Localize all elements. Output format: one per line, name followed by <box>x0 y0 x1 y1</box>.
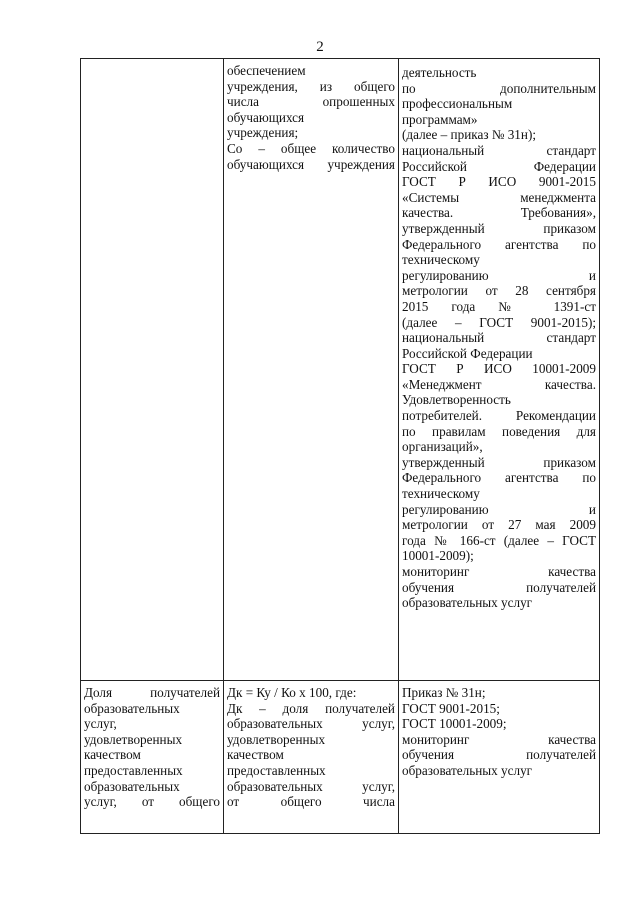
text-line: Со – общее количество <box>227 140 395 156</box>
text-line: 10001-2009); <box>402 548 474 564</box>
text-line: ГОСТ 10001-2009; <box>402 716 507 732</box>
text-line: обучения получателей <box>402 747 596 763</box>
formula-cell <box>224 59 399 681</box>
text-line: Дк = Ку / Ко х 100, где: <box>227 685 357 700</box>
text-line: образовательных услуг, <box>227 716 395 732</box>
text-line: «Системы менеджмента <box>402 189 596 205</box>
text-line: качеством <box>227 747 284 763</box>
indicator-cell <box>81 681 224 834</box>
text-line: удовлетворенных <box>227 731 326 747</box>
text-line: национальный стандарт <box>402 330 596 346</box>
text-line: метрологии от 27 мая 2009 <box>402 517 596 533</box>
text-line: техническому <box>402 486 480 502</box>
text-line: предоставленных <box>84 762 183 778</box>
text-line: образовательных услуг, <box>227 778 395 794</box>
text-line: от общего числа <box>227 794 395 810</box>
text-line: образовательных <box>84 778 180 794</box>
text-line: техническому <box>402 252 480 268</box>
table-row <box>81 59 600 681</box>
text-line: регулированию и <box>402 267 596 283</box>
text-line: Приказ № 31н; <box>402 685 486 700</box>
source-cell <box>399 59 600 681</box>
text-line: «Менеджмент качества. <box>402 376 596 392</box>
text-line: ГОСТ Р ИСО 9001-2015 <box>402 174 596 190</box>
text-line: удовлетворенных <box>84 731 183 747</box>
text-line: Федерального агентства по <box>402 236 596 252</box>
text-line: деятельность <box>402 65 477 80</box>
text-line: профессиональным <box>402 96 513 112</box>
text-line: обучения получателей <box>402 579 596 595</box>
text-line: Российской Федерации <box>402 345 533 361</box>
text-line: потребителей. Рекомендации <box>402 408 596 424</box>
text-line: программам» <box>402 111 478 127</box>
text-line: регулированию и <box>402 501 596 517</box>
text-line: учреждения; <box>227 125 299 141</box>
text-line: национальный стандарт <box>402 142 596 158</box>
text-line: утвержденный приказом <box>402 454 596 470</box>
text-line: метрологии от 28 сентября <box>402 283 596 299</box>
indicator-cell <box>81 59 224 681</box>
text-line: мониторинг качества <box>402 564 596 579</box>
text-line: по правилам поведения для <box>402 423 596 439</box>
text-line: года № 166-ст (далее – ГОСТ <box>402 532 596 548</box>
text-line: ГОСТ Р ИСО 10001-2009 <box>402 361 596 377</box>
text-line: обучающихся <box>227 109 305 125</box>
text-line: Федерального агентства по <box>402 470 596 486</box>
formula-cell <box>224 681 399 834</box>
text-line: услуг, от общего <box>84 794 220 810</box>
source-cell <box>399 681 600 834</box>
text-line: (далее – ГОСТ 9001-2015); <box>402 314 596 330</box>
text-line: образовательных услуг <box>402 595 533 611</box>
text-line: утвержденный приказом <box>402 220 596 236</box>
text-line: организаций», <box>402 439 483 455</box>
text-line: учреждения, из общего <box>227 78 395 94</box>
text-line: Российской Федерации <box>402 158 596 174</box>
text-line: образовательных услуг <box>402 762 533 778</box>
text-line: предоставленных <box>227 762 326 778</box>
text-line: качества. Требования», <box>402 205 596 221</box>
text-line: Доля получателей <box>84 685 220 700</box>
text-line: (далее – приказ № 31н); <box>402 127 536 143</box>
text-line: ГОСТ 9001-2015; <box>402 700 500 716</box>
table-row <box>81 681 600 834</box>
text-line: Удовлетворенность <box>402 392 511 408</box>
text-line: числа опрошенных <box>227 94 395 110</box>
text-line: услуг, <box>84 716 117 732</box>
page-number: 2 <box>316 39 324 55</box>
text-line: Дк – доля получателей <box>227 700 395 716</box>
text-line: по дополнительным <box>402 80 596 96</box>
text-line: обеспечением <box>227 63 306 78</box>
text-line: мониторинг качества <box>402 731 596 747</box>
text-line: 2015 года № 1391-ст <box>402 298 596 314</box>
text-line: образовательных <box>84 700 180 716</box>
criteria-table <box>80 58 600 834</box>
text-line: обучающихся учреждения <box>227 156 395 172</box>
text-line: качеством <box>84 747 141 763</box>
